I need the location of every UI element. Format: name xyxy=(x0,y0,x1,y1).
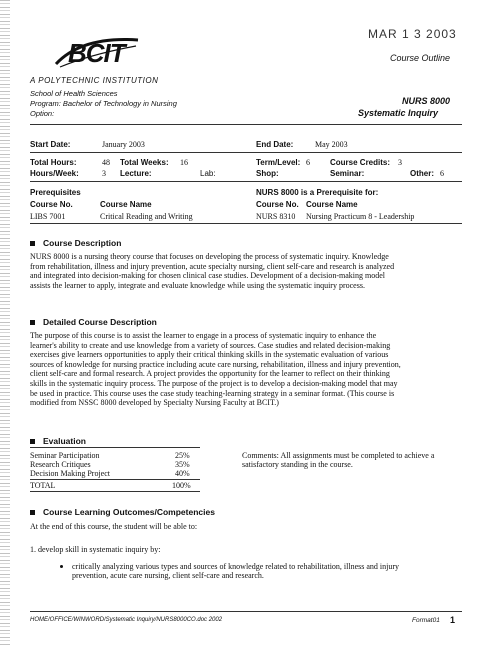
prereq-course-name: Critical Reading and Writing xyxy=(100,212,193,221)
prereq-for-heading: NURS 8000 is a Prerequisite for: xyxy=(256,188,379,197)
other-value: 6 xyxy=(440,169,444,178)
course-description-heading: Course Description xyxy=(30,238,121,248)
outcome-bullet-text-cont: prevention, acute care nursing, client self-care and research. xyxy=(72,571,264,580)
course-credits-label: Course Credits: xyxy=(330,158,391,167)
footer-divider xyxy=(30,611,462,612)
outcome-bullet-text: critically analyzing various types and sources of knowledge related to rehabilitation, illness and injury xyxy=(72,562,400,571)
eval-item-pct: 35% xyxy=(175,460,190,469)
divider xyxy=(30,223,462,224)
eval-item-pct: 25% xyxy=(175,451,190,460)
school-name: School of Health Sciences xyxy=(30,89,118,98)
section-bullet-icon xyxy=(30,510,35,515)
bullet-icon xyxy=(60,565,63,568)
evaluation-comments: Comments: All assignments must be completed to achieve a xyxy=(242,451,435,460)
course-credits-value: 3 xyxy=(398,158,402,167)
start-date-label: Start Date: xyxy=(30,140,71,149)
total-hours-value: 48 xyxy=(102,158,110,167)
divider xyxy=(30,479,200,480)
evaluation-comments-cont: satisfactory standing in the course. xyxy=(242,460,353,469)
doc-type-label: Course Outline xyxy=(390,53,451,63)
tagline: A POLYTECHNIC INSTITUTION xyxy=(30,76,159,85)
course-description-text: NURS 8000 is a nursing theory course that focuses on developing the process of systematic inquiry. Knowledge from rehabilitation, illness and injury prevention, acute specialty nursing, client self-care and research is analyzed and integrated into decision-making for chosen clinical case studies. Development of a decision-making model assists the learner to apply, integrate and evaluate knowledge while using the systematic inquiry process. xyxy=(30,252,395,290)
option-label: Option: xyxy=(30,109,55,118)
eval-total-name: TOTAL xyxy=(30,481,56,490)
prereq-for-col-course-no: Course No. xyxy=(256,200,299,209)
prereq-course-no: LIBS 7001 xyxy=(30,212,66,221)
page-number: 1 xyxy=(450,615,456,625)
received-date-stamp: MAR 1 3 2003 xyxy=(368,27,457,41)
footer-file-path: HOME/OFFICE/WINWORD/Systematic Inquiry/NURS8000CO.doc 2002 xyxy=(30,617,223,623)
section-bullet-icon xyxy=(30,320,35,325)
program-name: Program: Bachelor of Technology in Nursing xyxy=(30,99,177,108)
section-bullet-icon xyxy=(30,439,35,444)
prereq-for-course-no: NURS 8310 xyxy=(256,212,296,221)
scan-edge-artifact xyxy=(0,0,10,647)
eval-item-name: Research Critiques xyxy=(30,460,91,469)
start-date-value: January 2003 xyxy=(102,140,145,149)
section-bullet-icon xyxy=(30,241,35,246)
course-title: Systematic Inquiry xyxy=(358,108,439,118)
total-weeks-value: 16 xyxy=(180,158,188,167)
divider xyxy=(30,181,462,182)
prereq-for-col-course-name: Course Name xyxy=(306,200,358,209)
end-date-value: May 2003 xyxy=(315,140,348,149)
other-label: Other: xyxy=(410,169,434,178)
eval-total-pct: 100% xyxy=(172,481,191,490)
eval-item-name: Seminar Participation xyxy=(30,451,100,460)
prereq-col-course-no: Course No. xyxy=(30,200,73,209)
course-code: NURS 8000 xyxy=(402,96,451,106)
total-hours-label: Total Hours: xyxy=(30,158,77,167)
end-date-label: End Date: xyxy=(256,140,294,149)
seminar-label: Seminar: xyxy=(330,169,365,178)
eval-item-pct: 40% xyxy=(175,469,190,478)
hours-week-label: Hours/Week: xyxy=(30,169,79,178)
bcit-logo: BCIT xyxy=(68,38,125,68)
outcomes-heading: Course Learning Outcomes/Competencies xyxy=(30,507,215,517)
lecture-label: Lecture: xyxy=(120,169,152,178)
term-level-value: 6 xyxy=(306,158,310,167)
divider xyxy=(30,447,200,448)
evaluation-heading: Evaluation xyxy=(30,436,86,446)
total-weeks-label: Total Weeks: xyxy=(120,158,169,167)
eval-item-name: Decision Making Project xyxy=(30,469,110,478)
divider xyxy=(30,491,200,492)
detailed-description-text: The purpose of this course is to assist the learner to engage in a process of systematic inquiry to enhance the learner's ability to create and use knowledge from a variety of sources. Case studies and related decision-making exercises give learners opportunities to apply their critical thinking skills in the systematic evaluation of various sources of knowledge for nursing practice including acute care nursing, rehabilitation, illness and injury prevention, client self-care and formal research. A project provides the opportunity for the learner to reflect on their thinking skills in the systematic inquiry process. The purpose of the project is to develop a decision-making model that may be used in practice. This course uses the case study teaching-learning strategy in a seminar format. (This course is modified from NSSC 8000 developed by Specialty Nursing Faculty at BCIT.) xyxy=(30,331,401,408)
outcome-item: 1. develop skill in systematic inquiry by: xyxy=(30,545,161,554)
term-level-label: Term/Level: xyxy=(256,158,301,167)
hours-week-value: 3 xyxy=(102,169,106,178)
prereq-for-course-name: Nursing Practicum 8 - Leadership xyxy=(306,212,415,221)
divider xyxy=(30,124,462,125)
outcomes-intro: At the end of this course, the student will be able to: xyxy=(30,522,198,531)
prereq-col-course-name: Course Name xyxy=(100,200,152,209)
footer-format: Format01 xyxy=(412,617,440,624)
divider xyxy=(30,152,462,153)
detailed-description-heading: Detailed Course Description xyxy=(30,317,157,327)
lab-label: Lab: xyxy=(200,169,216,178)
shop-label: Shop: xyxy=(256,169,279,178)
prerequisites-heading: Prerequisites xyxy=(30,188,81,197)
